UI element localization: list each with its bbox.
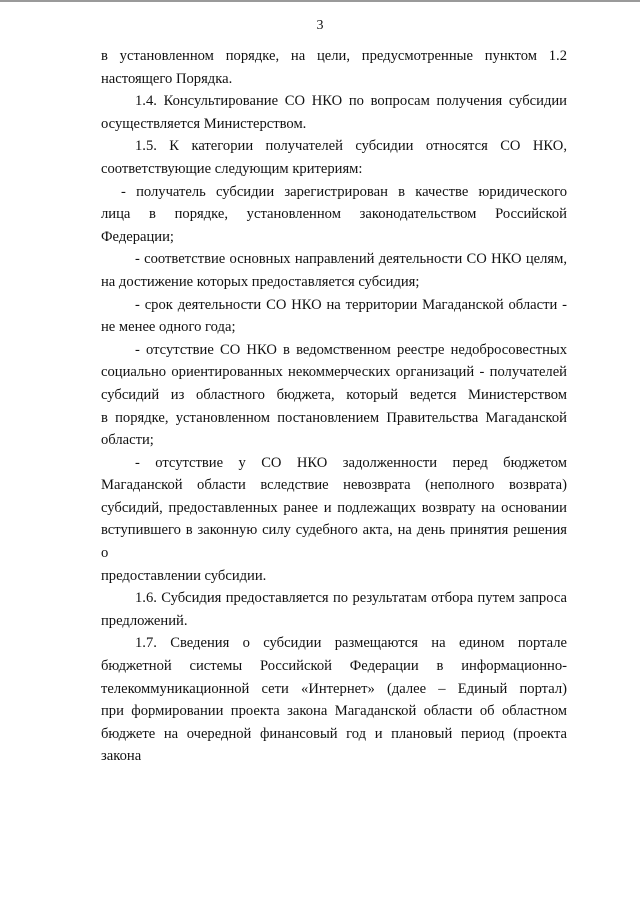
text-line: - соответствие основных направлений деятельности СО НКО целям, [135, 251, 567, 268]
text-line: Федерации; [101, 228, 174, 245]
text-line: в установленном порядке, на цели, предусмотренные пунктом 1.2 [101, 48, 567, 64]
text-line: не менее одного года; [101, 319, 236, 336]
text-line: субсидий из областного бюджета, который ведется Министерством [101, 386, 567, 403]
text-line: социально ориентированных некоммерческих организаций - получателей [101, 364, 567, 381]
top-edge-rule [0, 0, 640, 2]
paragraph [101, 632, 567, 768]
text-line: соответствующие следующим критериям: [101, 160, 363, 177]
text-line: бюджете на очередной финансовый год и плановый период (проекта закона [101, 725, 567, 765]
paragraph [101, 452, 567, 588]
document-body [101, 45, 567, 768]
text-line: 1.7. Сведения о субсидии размещаются на едином портале [135, 635, 567, 652]
page-number: 3 [316, 18, 324, 33]
text-line: осуществляется Министерством. [101, 115, 307, 132]
paragraph [101, 294, 567, 339]
paragraph [101, 587, 567, 632]
text-line: вступившего в законную силу судебного акта, на день принятия решения о [101, 522, 567, 562]
paragraph [101, 248, 567, 293]
text-line: на достижение которых предоставляется субсидия; [101, 273, 420, 290]
text-line: бюджетной системы Российской Федерации в информационно- [101, 658, 567, 675]
text-line: предложений. [101, 612, 188, 629]
paragraph [101, 135, 567, 180]
text-line: настоящего Порядка. [101, 70, 233, 87]
text-line: - срок деятельности СО НКО на территории Магаданской области - [135, 296, 567, 313]
text-line: области; [101, 432, 154, 449]
text-line: при формировании проекта закона Магаданской области об областном [101, 703, 567, 720]
text-line: лица в порядке, установленном законодательством Российской [101, 206, 567, 223]
paragraph [101, 339, 567, 452]
text-line: 1.4. Консультирование СО НКО по вопросам получения субсидии [135, 93, 567, 110]
text-line: предоставлении субсидии. [101, 567, 267, 584]
text-line: телекоммуникационной сети «Интернет» (далее – Единый портал) [101, 680, 567, 697]
text-line: Магаданской области вследствие невозврата (неполного возврата) [101, 477, 567, 494]
text-line: - получатель субсидии зарегистрирован в качестве юридического [121, 183, 567, 200]
text-line: 1.5. К категории получателей субсидии относятся СО НКО, [135, 138, 567, 155]
text-line: - отсутствие СО НКО в ведомственном реестре недобросовестных [135, 341, 567, 358]
text-line: субсидий, предоставленных ранее и подлежащих возврату на основании [101, 499, 567, 516]
text-line: 1.6. Субсидия предоставляется по результатам отбора путем запроса [135, 590, 567, 607]
paragraph [101, 90, 567, 135]
text-line: - отсутствие у СО НКО задолженности перед бюджетом [135, 454, 567, 471]
text-line: в порядке, установленном постановлением Правительства Магаданской [101, 409, 567, 426]
paragraph [101, 181, 567, 249]
paragraph [101, 45, 567, 90]
